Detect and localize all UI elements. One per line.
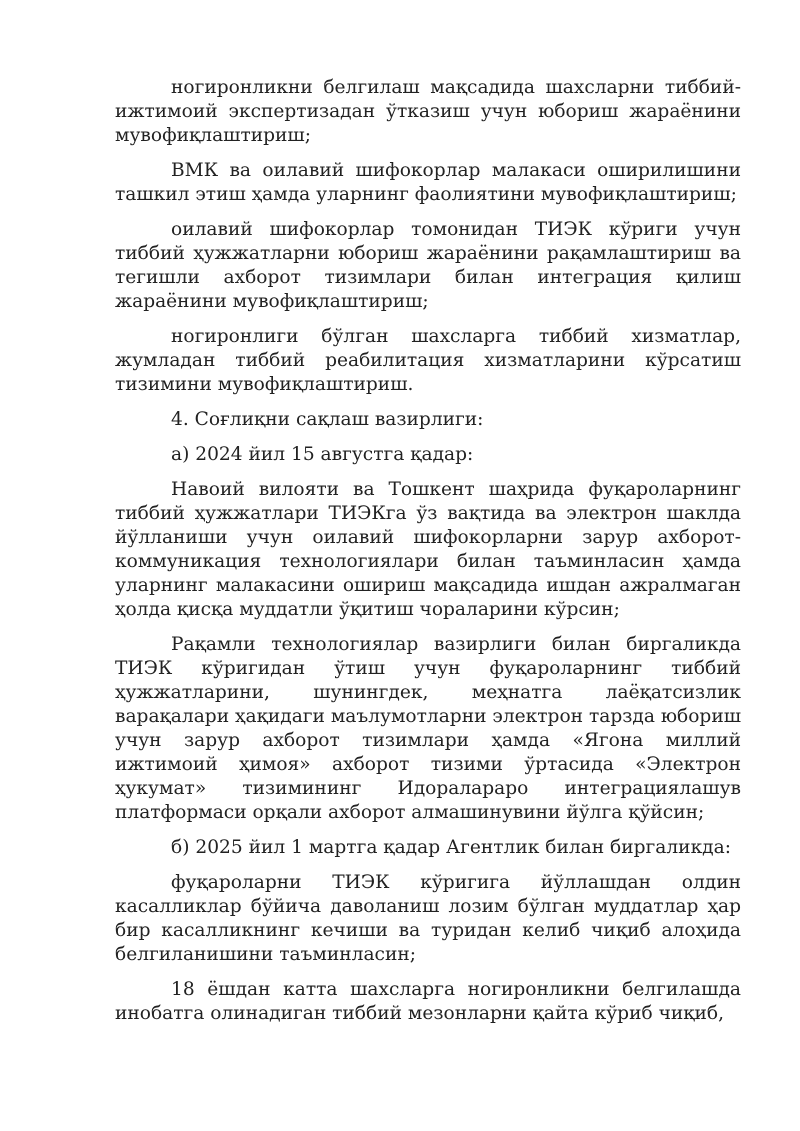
document-body xyxy=(115,76,741,1037)
section-heading-ministry: 4. Соғлиқни сақлаш вазирлиги: xyxy=(171,409,484,430)
subsection-heading-a: а) 2024 йил 15 августга қадар: xyxy=(171,444,474,465)
paragraph-treatment-terms: фуқароларни ТИЭК кўригига йўллашдан олдин касалликлар бўйича даволаниш лозим бўлган муддатлар ҳар бир касалликнинг кечиши ва туридан келиб чиқиб алоҳида белгиланишини таъминласин; xyxy=(115,872,741,965)
paragraph-digital-technologies: Рақамли технологиялар вазирлиги билан биргаликда ТИЭК кўригидан ўтиш учун фуқароларнинг тиббий ҳужжатларини, шунингдек, меҳнатга лаёқатсизлик варақалари ҳақидаги маълумотларни электрон тарзда юбориш учун зарур ахборот тизимлари ҳамда «Ягона миллий ижтимоий ҳимоя» ахборот тизими ўртасида «Электрон ҳукумат» тизимининг Идоралараро интеграциялашув платформаси орқали ахборот алмашинувини йўлга қўйсин; xyxy=(115,634,741,823)
paragraph-navoi-tashkent: Навоий вилояти ва Тошкент шаҳрида фуқароларнинг тиббий ҳужжатлари ТИЭКга ўз вақтида ва электрон шаклда йўлланиши учун оилавий шифокорларни зарур ахборот-коммуникация технологиялари билан таъминласин ҳамда уларнинг малакасини ошириш мақсадида ишдан ажралмаган ҳолда қисқа муддатли ўқитиш чораларини кўрсин; xyxy=(115,479,741,620)
paragraph-rehabilitation: ногиронлиги бўлган шахсларга тиббий хизматлар, жумладан тиббий реабилитация хизматларини кўрсатиш тизимини мувофиқлаштириш. xyxy=(115,326,741,395)
paragraph-vmk-training: ВМК ва оилавий шифокорлар малакаси оширилишини ташкил этиш ҳамда уларнинг фаолиятини мувофиқлаштириш; xyxy=(115,160,741,205)
subsection-heading-b: б) 2025 йил 1 мартга қадар Агентлик билан биргаликда: xyxy=(171,837,731,858)
paragraph-medical-criteria: 18 ёшдан катта шахсларга ногиронликни белгилашда инобатга олинадиган тиббий мезонларни қайта кўриб чиқиб, xyxy=(115,979,741,1024)
paragraph-referral-coordination: ногиронликни белгилаш мақсадида шахсларни тиббий-ижтимоий экспертизадан ўтказиш учун юбориш жараёнини мувофиқлаштириш; xyxy=(115,77,741,146)
paragraph-digitalization: оилавий шифокорлар томонидан ТИЭК кўриги учун тиббий ҳужжатларни юбориш жараёнини рақамлаштириш ва тегишли ахборот тизимлари билан интеграция қилиш жараёнини мувофиқлаштириш; xyxy=(115,219,741,312)
